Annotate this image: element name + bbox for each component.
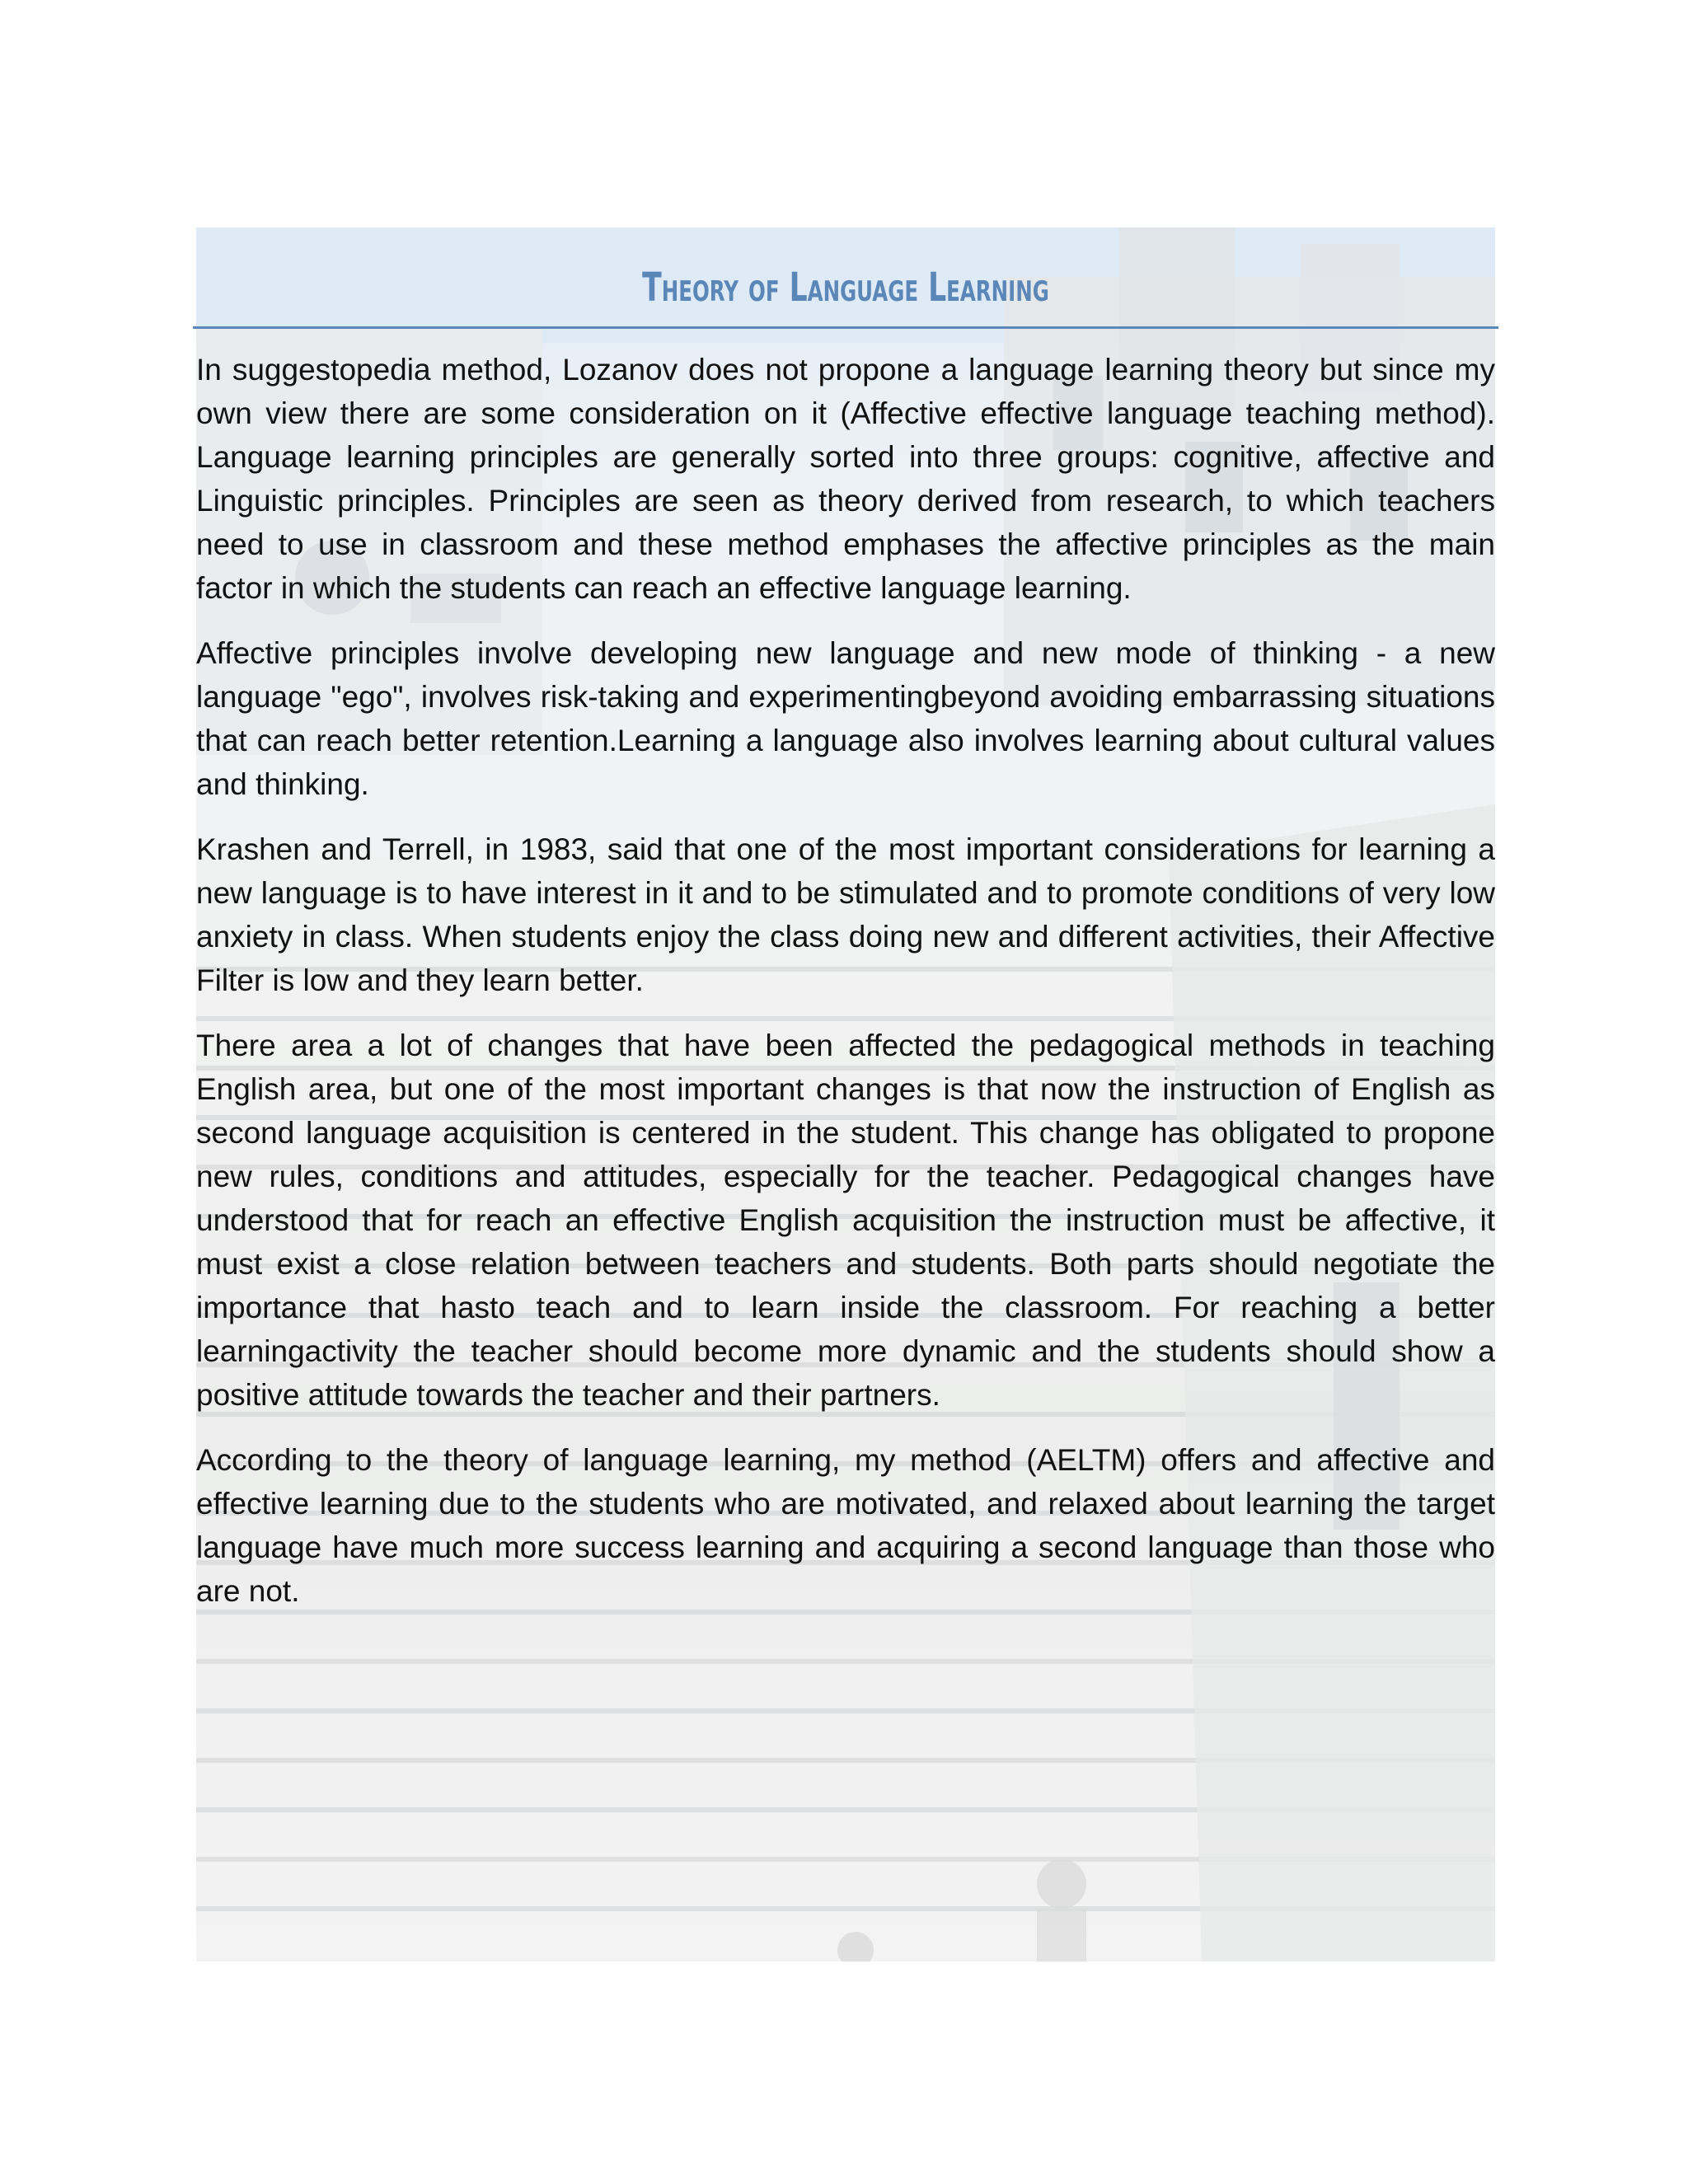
paragraph: In suggestopedia method, Lozanov does not propone a language learning theory but since my own view there are some consideration on it (Affective effective language teaching method). Language learning principles are generally sorted into three groups: cognitive, affective and Linguistic principles. Principles are seen as theory derived from research, to which teachers need to use in classroom and these method emphases the affective principles as the main factor in which the students can reach an effective language learning. xyxy=(196,353,1495,605)
paragraph: Krashen and Terrell, in 1983, said that one of the most important considerations for learning a new language is to have interest in it and to be stimulated and to promote conditions of very low anxiety in class. When students enjoy the class doing new and different activities, their Affective Filter is low and they learn better. xyxy=(196,832,1495,997)
document-body xyxy=(196,348,1495,1634)
paragraph: There area a lot of changes that have been affected the pedagogical methods in teaching English area, but one of the most important changes is that now the instruction of English as second language acquisition is centered in the student. This change has obligated to propone new rules, conditions and attitudes, especially for the teacher. Pedagogical changes have understood that for reach an effective English acquisition the instruction must be affective, it must exist a close relation between teachers and students. Both parts should negotiate the importance that hasto teach and to learn inside the classroom. For reaching a better learningactivity the teacher should become more dynamic and the students should show a positive attitude towards the teacher and their partners. xyxy=(196,1029,1495,1412)
page-title: Theory of Language Learning xyxy=(642,265,1049,311)
title-underline-rule xyxy=(193,326,1498,329)
paragraph: According to the theory of language learning, my method (AELTM) offers and affective and effective learning due to the students who are motivated, and relaxed about learning the target language have much more success learning and acquiring a second language than those who are not. xyxy=(196,1443,1495,1608)
paragraph: Affective principles involve developing new language and new mode of thinking - a new language "ego", involves risk-taking and experimentingbeyond avoiding embarrassing situations that can reach better retention.Learning a language also involves learning about cultural values and thinking. xyxy=(196,636,1495,801)
